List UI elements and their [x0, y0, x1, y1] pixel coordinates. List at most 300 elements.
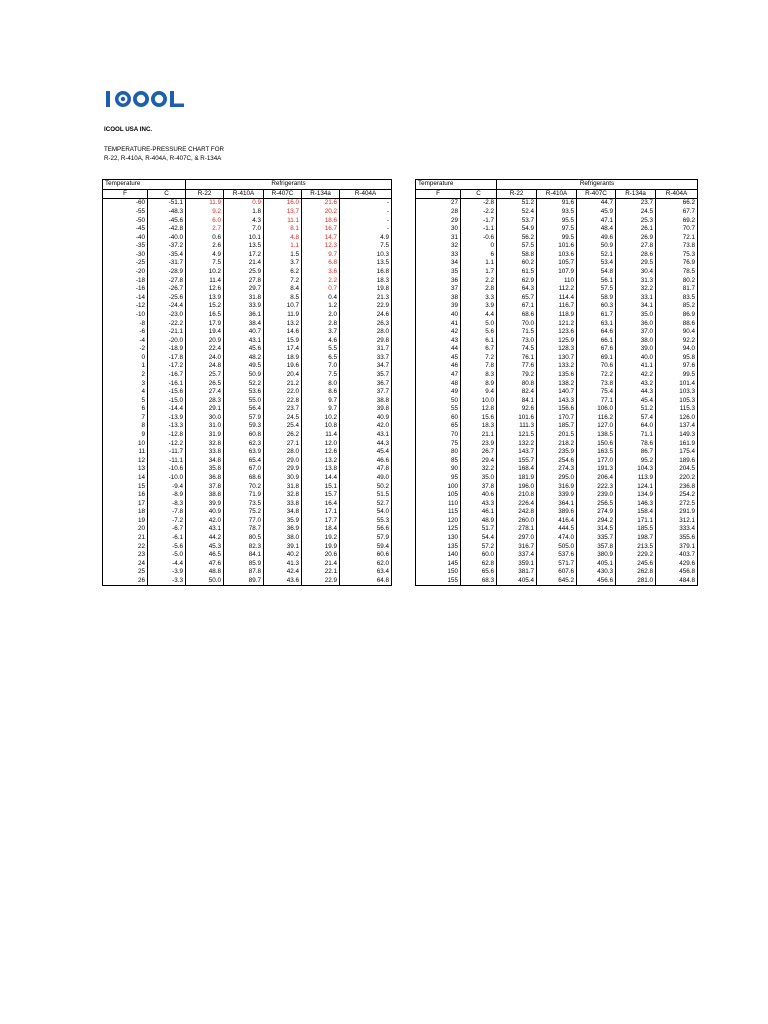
cell-c: -1.7	[461, 216, 497, 225]
cell-r407c: 19.6	[264, 362, 302, 371]
cell-f: 31	[416, 233, 461, 242]
cell-f: 34	[416, 259, 461, 268]
cell-r410a: 201.5	[537, 431, 577, 440]
cell-f: 75	[416, 439, 461, 448]
cell-r407c: 27.1	[264, 439, 302, 448]
cell-r407c: 64.6	[577, 328, 616, 337]
cell-f: 17	[103, 499, 148, 508]
cell-r410a: 55.0	[224, 396, 264, 405]
cell-r404a: 60.6	[340, 551, 392, 560]
cell-r410a: 4.3	[224, 216, 264, 225]
table-row	[416, 577, 698, 586]
cell-f: 8	[103, 422, 148, 431]
table-row	[416, 457, 698, 466]
cell-c: -16.7	[148, 371, 186, 380]
cell-r410a: 80.5	[224, 534, 264, 543]
cell-c: -11.1	[148, 457, 186, 466]
cell-r404a: 78.5	[656, 268, 698, 277]
cell-r22: 60.2	[497, 259, 537, 268]
table-row	[416, 379, 698, 388]
cell-r404a: 355.6	[656, 534, 698, 543]
cell-r22: 16.5	[186, 311, 224, 320]
cell-r404a: 16.8	[340, 268, 392, 277]
cell-r22: 101.6	[497, 414, 537, 423]
cell-r410a: 156.6	[537, 405, 577, 414]
cell-r404a: 456.8	[656, 568, 698, 577]
cell-r404a: 35.7	[340, 371, 392, 380]
cell-r410a: 138.2	[537, 379, 577, 388]
cell-r407c: 22.0	[264, 388, 302, 397]
cell-c: 6.7	[461, 345, 497, 354]
cell-r404a: 34.7	[340, 362, 392, 371]
cell-r22: 19.4	[186, 328, 224, 337]
cell-r404a: 66.2	[656, 199, 698, 208]
cell-r134a: 13.8	[302, 465, 340, 474]
cell-r410a: 474.0	[537, 534, 577, 543]
cell-r410a: 97.5	[537, 225, 577, 234]
cell-c: -17.2	[148, 362, 186, 371]
cell-r407c: 256.5	[577, 499, 616, 508]
cell-r410a: 43.1	[224, 336, 264, 345]
cell-r407c: 163.5	[577, 448, 616, 457]
cell-r134a: 86.7	[616, 448, 656, 457]
col-header-r404a: R-404A	[340, 189, 392, 199]
cell-f: 38	[416, 294, 461, 303]
cell-r410a: 110	[537, 276, 577, 285]
cell-f: -6	[103, 328, 148, 337]
cell-r410a: 140.7	[537, 388, 577, 397]
cell-r404a: 56.6	[340, 525, 392, 534]
cell-r22: 15.2	[186, 302, 224, 311]
cell-f: 55	[416, 405, 461, 414]
cell-c: -21.1	[148, 328, 186, 337]
cell-c: -5.6	[148, 542, 186, 551]
cell-r22: 381.7	[497, 568, 537, 577]
cell-r404a: 39.8	[340, 405, 392, 414]
table-row	[103, 431, 392, 440]
cell-r410a: 59.3	[224, 422, 264, 431]
cell-r22: 17.9	[186, 319, 224, 328]
cell-r404a: -	[340, 225, 392, 234]
table-row	[103, 508, 392, 517]
cell-f: 47	[416, 371, 461, 380]
cell-f: -35	[103, 242, 148, 251]
cell-f: 36	[416, 276, 461, 285]
cell-r404a: 73.8	[656, 242, 698, 251]
col-header-r407c: R-407C	[577, 189, 616, 199]
table-row	[416, 499, 698, 508]
cell-r134a: 6.8	[302, 259, 340, 268]
cell-r404a: 54.0	[340, 508, 392, 517]
cell-r410a: 60.8	[224, 431, 264, 440]
cell-r22: 29.1	[186, 405, 224, 414]
table-row	[103, 319, 392, 328]
cell-r134a: 12.3	[302, 242, 340, 251]
cell-r134a: 104.3	[616, 465, 656, 474]
cell-c: 65.6	[461, 568, 497, 577]
cell-r407c: 15.9	[264, 336, 302, 345]
cell-r404a: 63.4	[340, 568, 392, 577]
cell-r407c: 45.9	[577, 208, 616, 217]
cell-f: 1	[103, 362, 148, 371]
table-row	[416, 345, 698, 354]
cell-r410a: 128.3	[537, 345, 577, 354]
cell-r410a: 416.4	[537, 517, 577, 526]
cell-r22: 24.0	[186, 354, 224, 363]
cell-r407c: 70.6	[577, 362, 616, 371]
cell-r410a: 91.6	[537, 199, 577, 208]
cell-r134a: 78.6	[616, 439, 656, 448]
cell-f: -12	[103, 302, 148, 311]
cell-c: -16.1	[148, 379, 186, 388]
table-row	[416, 559, 698, 568]
cell-r134a: 171.1	[616, 517, 656, 526]
cell-r134a: 25.3	[616, 216, 656, 225]
cell-r134a: 4.6	[302, 336, 340, 345]
cell-r22: 111.3	[497, 422, 537, 431]
table-row	[416, 328, 698, 337]
cell-r404a: 24.6	[340, 311, 392, 320]
cell-r134a: 8.0	[302, 379, 340, 388]
cell-c: -10.0	[148, 474, 186, 483]
cell-c: -37.2	[148, 242, 186, 251]
cell-r404a: 90.4	[656, 328, 698, 337]
cell-r134a: 45.4	[616, 396, 656, 405]
cell-c: -24.4	[148, 302, 186, 311]
table-row	[103, 542, 392, 551]
cell-r22: 38.8	[186, 491, 224, 500]
cell-r404a: 312.1	[656, 517, 698, 526]
cell-r22: 27.4	[186, 388, 224, 397]
cell-r404a: 99.5	[656, 371, 698, 380]
cell-f: 2	[103, 371, 148, 380]
cell-r407c: 222.3	[577, 482, 616, 491]
table-row	[416, 405, 698, 414]
cell-r407c: 1.5	[264, 251, 302, 260]
cell-r407c: 42.4	[264, 568, 302, 577]
cell-r22: 65.7	[497, 294, 537, 303]
cell-r134a: 134.9	[616, 491, 656, 500]
chart-subtitle: R-22, R-410A, R-404A, R-407C, & R-134A	[104, 155, 222, 162]
cell-r134a: 1.2	[302, 302, 340, 311]
cell-r407c: 405.1	[577, 559, 616, 568]
cell-r404a: 28.0	[340, 328, 392, 337]
cell-r410a: 112.2	[537, 285, 577, 294]
cell-f: 155	[416, 577, 461, 586]
cell-r407c: 54.8	[577, 268, 616, 277]
cell-f: 26	[103, 577, 148, 586]
cell-r410a: 114.4	[537, 294, 577, 303]
cell-r22: 74.5	[497, 345, 537, 354]
cell-r404a: 36.7	[340, 379, 392, 388]
cell-f: 43	[416, 336, 461, 345]
cell-r407c: 191.3	[577, 465, 616, 474]
cell-r407c: 30.9	[264, 474, 302, 483]
cell-r407c: 357.8	[577, 542, 616, 551]
cell-r22: 11.4	[186, 276, 224, 285]
company-name: ICOOL USA INC.	[104, 126, 153, 133]
table-row	[416, 534, 698, 543]
cell-r22: 35.8	[186, 465, 224, 474]
cell-r407c: 10.7	[264, 302, 302, 311]
cell-r404a: 49.0	[340, 474, 392, 483]
cell-r22: 52.4	[497, 208, 537, 217]
cell-f: 28	[416, 208, 461, 217]
cell-r407c: 8.4	[264, 285, 302, 294]
cell-c: -48.3	[148, 208, 186, 217]
cell-r407c: 44.7	[577, 199, 616, 208]
cell-r22: 76.1	[497, 354, 537, 363]
cell-r407c: 61.7	[577, 311, 616, 320]
cell-r404a: 101.4	[656, 379, 698, 388]
cell-r410a: 143.3	[537, 396, 577, 405]
table-row	[103, 268, 392, 277]
table-row	[416, 233, 698, 242]
cell-c: 3.9	[461, 302, 497, 311]
cell-r404a: 31.7	[340, 345, 392, 354]
cell-r407c: 21.2	[264, 379, 302, 388]
cell-r410a: 130.7	[537, 354, 577, 363]
cell-r22: 58.8	[497, 251, 537, 260]
cell-r22: 22.4	[186, 345, 224, 354]
cell-r134a: 213.5	[616, 542, 656, 551]
cell-r22: 168.4	[497, 465, 537, 474]
cell-c: 12.8	[461, 405, 497, 414]
cell-r404a: 126.0	[656, 414, 698, 423]
table-row	[416, 199, 698, 208]
cell-f: 145	[416, 559, 461, 568]
cell-r410a: 52.2	[224, 379, 264, 388]
cell-r22: 34.8	[186, 457, 224, 466]
cell-r404a: 55.3	[340, 517, 392, 526]
table-row	[103, 328, 392, 337]
col-header-r404a: R-404A	[656, 189, 698, 199]
cell-r134a: 8.6	[302, 388, 340, 397]
cell-r407c: 29.9	[264, 465, 302, 474]
table-row	[416, 482, 698, 491]
cell-r404a: 52.7	[340, 499, 392, 508]
col-header-r407c: R-407C	[264, 189, 302, 199]
cell-c: 7.2	[461, 354, 497, 363]
temperature-header: Temperature	[103, 180, 186, 190]
cell-r22: 28.3	[186, 396, 224, 405]
cell-r22: 42.0	[186, 517, 224, 526]
cell-r404a: 18.3	[340, 276, 392, 285]
cell-r410a: 31.8	[224, 294, 264, 303]
cell-r410a: 75.2	[224, 508, 264, 517]
cell-c: -22.2	[148, 319, 186, 328]
cell-r404a: 38.8	[340, 396, 392, 405]
cell-r22: 77.6	[497, 362, 537, 371]
cell-r22: 337.4	[497, 551, 537, 560]
cell-c: 62.8	[461, 559, 497, 568]
cell-r404a: 161.9	[656, 439, 698, 448]
cell-c: -7.2	[148, 517, 186, 526]
cell-r404a: 103.3	[656, 388, 698, 397]
cell-f: 110	[416, 499, 461, 508]
cell-c: -11.7	[148, 448, 186, 457]
cell-r407c: 20.4	[264, 371, 302, 380]
cell-r404a: 45.4	[340, 448, 392, 457]
cell-c: -6.7	[148, 525, 186, 534]
cell-r407c: 29.0	[264, 457, 302, 466]
table-row	[416, 251, 698, 260]
cell-c: -40.0	[148, 233, 186, 242]
cell-r407c: 314.5	[577, 525, 616, 534]
cell-r410a: 121.2	[537, 319, 577, 328]
cell-c: 10.0	[461, 396, 497, 405]
cell-f: 60	[416, 414, 461, 423]
cell-r407c: 430.3	[577, 568, 616, 577]
table-row	[103, 414, 392, 423]
cell-r22: 40.9	[186, 508, 224, 517]
table-row	[103, 405, 392, 414]
cell-f: 150	[416, 568, 461, 577]
cell-f: 10	[103, 439, 148, 448]
cell-r22: 73.0	[497, 336, 537, 345]
table-row	[416, 302, 698, 311]
table-row	[103, 499, 392, 508]
cell-c: -12.8	[148, 431, 186, 440]
cell-c: -15.6	[148, 388, 186, 397]
table-row	[416, 259, 698, 268]
cell-r410a: 101.6	[537, 242, 577, 251]
cell-r410a: 78.7	[224, 525, 264, 534]
cell-r410a: 107.9	[537, 268, 577, 277]
cell-r407c: 28.0	[264, 448, 302, 457]
cell-r404a: 72.1	[656, 233, 698, 242]
cell-f: 41	[416, 319, 461, 328]
cell-r22: 39.9	[186, 499, 224, 508]
cell-f: -14	[103, 294, 148, 303]
cell-r134a: 16.7	[302, 225, 340, 234]
cell-r407c: 39.1	[264, 542, 302, 551]
table-row	[416, 268, 698, 277]
cell-r134a: 18.6	[302, 216, 340, 225]
cell-r407c: 53.4	[577, 259, 616, 268]
cell-f: 35	[416, 268, 461, 277]
cell-f: -45	[103, 225, 148, 234]
cell-r22: 67.1	[497, 302, 537, 311]
cell-c: 8.9	[461, 379, 497, 388]
cell-r22: 26.5	[186, 379, 224, 388]
cell-c: 15.6	[461, 414, 497, 423]
cell-r407c: 106.0	[577, 405, 616, 414]
cell-c: 60.0	[461, 551, 497, 560]
cell-f: 4	[103, 388, 148, 397]
cell-r410a: 77.0	[224, 517, 264, 526]
cell-r404a: 204.5	[656, 465, 698, 474]
cell-r134a: 41.1	[616, 362, 656, 371]
cell-c: -28.9	[148, 268, 186, 277]
cell-r134a: 26.1	[616, 225, 656, 234]
cell-f: 29	[416, 216, 461, 225]
cell-r407c: 127.0	[577, 422, 616, 431]
cell-r22: 70.0	[497, 319, 537, 328]
cell-f: 30	[416, 225, 461, 234]
cell-r134a: 71.1	[616, 431, 656, 440]
table-row	[103, 233, 392, 242]
cell-f: 27	[416, 199, 461, 208]
cell-r22: 405.4	[497, 577, 537, 586]
cell-c: -8.3	[148, 499, 186, 508]
cell-r22: 121.5	[497, 431, 537, 440]
cell-r22: 79.2	[497, 371, 537, 380]
cell-r410a: 1.8	[224, 208, 264, 217]
cell-f: 95	[416, 474, 461, 483]
table-row	[416, 336, 698, 345]
cell-r404a: 76.9	[656, 259, 698, 268]
cell-r22: 2.6	[186, 242, 224, 251]
table-row	[103, 285, 392, 294]
table-row	[416, 551, 698, 560]
cell-r134a: 262.8	[616, 568, 656, 577]
cell-r134a: 198.7	[616, 534, 656, 543]
cell-r134a: 281.0	[616, 577, 656, 586]
cell-f: 37	[416, 285, 461, 294]
cell-r407c: 456.6	[577, 577, 616, 586]
pt-table-right-body	[416, 199, 698, 586]
cell-r407c: 13.7	[264, 208, 302, 217]
cell-c: 40.6	[461, 491, 497, 500]
cell-r404a: 189.6	[656, 457, 698, 466]
cell-r22: 359.1	[497, 559, 537, 568]
cell-r410a: 85.9	[224, 559, 264, 568]
table-row	[103, 439, 392, 448]
table-row	[103, 302, 392, 311]
cell-r410a: 84.1	[224, 551, 264, 560]
cell-c: 57.2	[461, 542, 497, 551]
cell-r134a: 14.4	[302, 474, 340, 483]
cell-c: -2.2	[461, 208, 497, 217]
cell-r404a: 21.3	[340, 294, 392, 303]
cell-f: 9	[103, 431, 148, 440]
cell-r134a: 9.7	[302, 405, 340, 414]
cell-r410a: 116.7	[537, 302, 577, 311]
cell-r22: 9.2	[186, 208, 224, 217]
cell-r407c: 34.8	[264, 508, 302, 517]
cell-r134a: 146.3	[616, 499, 656, 508]
cell-c: 5.0	[461, 319, 497, 328]
cell-r134a: 3.6	[302, 268, 340, 277]
cell-r407c: 77.1	[577, 396, 616, 405]
cell-r404a: 94.0	[656, 345, 698, 354]
cell-r407c: 17.4	[264, 345, 302, 354]
cell-c: 46.1	[461, 508, 497, 517]
col-header-r134a: R-134a	[302, 189, 340, 199]
table-row	[103, 491, 392, 500]
table-row	[103, 517, 392, 526]
table-row	[103, 216, 392, 225]
cell-c: -9.4	[148, 482, 186, 491]
cell-f: 12	[103, 457, 148, 466]
cell-r22: 51.2	[497, 199, 537, 208]
cell-r134a: 12.6	[302, 448, 340, 457]
cell-r404a: 50.2	[340, 482, 392, 491]
cell-r410a: 65.4	[224, 457, 264, 466]
table-row	[416, 474, 698, 483]
cell-r404a: 403.7	[656, 551, 698, 560]
cell-r404a: 254.2	[656, 491, 698, 500]
table-row	[103, 345, 392, 354]
refrigerants-header: Refrigerants	[497, 180, 698, 190]
cell-r407c: 18.9	[264, 354, 302, 363]
cell-f: 49	[416, 388, 461, 397]
cell-c: 26.7	[461, 448, 497, 457]
cell-c: 43.3	[461, 499, 497, 508]
cell-c: -1.1	[461, 225, 497, 234]
cell-r134a: 2.2	[302, 276, 340, 285]
